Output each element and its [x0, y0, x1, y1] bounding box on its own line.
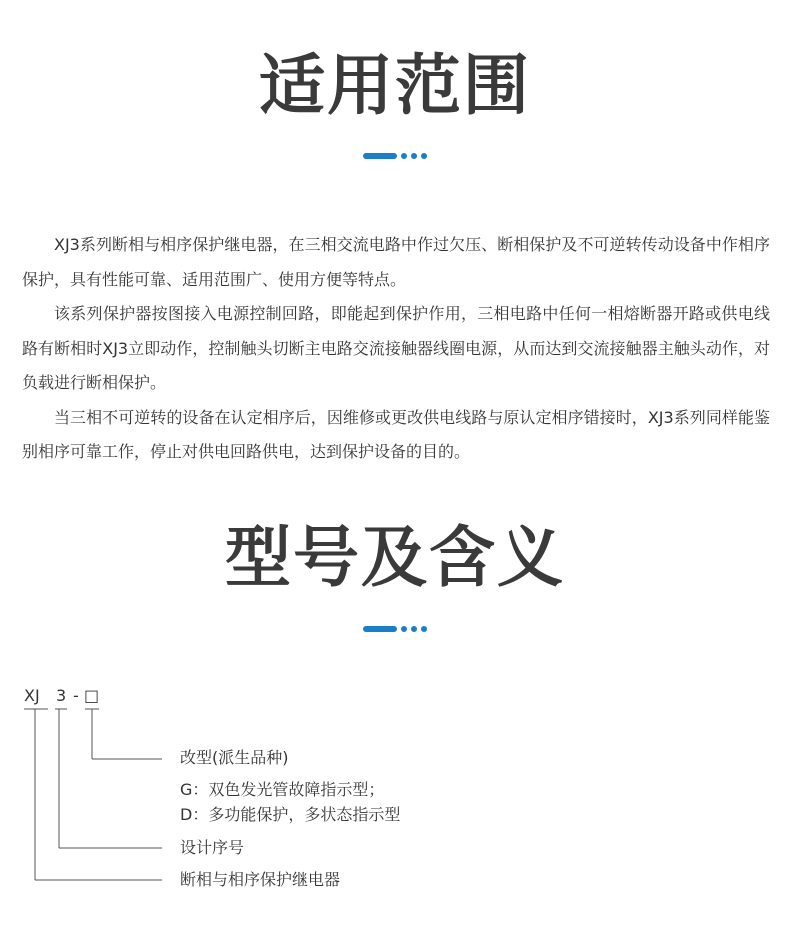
divider-dot [421, 153, 427, 159]
divider-bar [363, 153, 397, 159]
intro-paragraph: 当三相不可逆转的设备在认定相序后，因维修或更改供电线路与原认定相序错接时，XJ3系列同样能鉴别相序可靠工作，停止对供电回路供电，达到保护设备的目的。 [22, 407, 770, 461]
intro-paragraph: XJ3系列断相与相序保护继电器，在三相交流电路中作过欠压、断相保护及不可逆转传动设备中作相序保护，具有性能可靠、适用范围广、使用方便等特点。 [22, 235, 770, 289]
model-code-number: 3 [56, 686, 67, 705]
divider-dot [411, 153, 417, 159]
section-title-model: 型号及含义 [225, 519, 565, 596]
divider-dot [401, 153, 407, 159]
model-code-prefix: XJ [24, 686, 40, 705]
desc-option-g: G：双色发光管故障指示型； [180, 780, 385, 799]
model-code-box: □ [84, 686, 100, 705]
desc-product-name: 断相与相序保护继电器 [180, 870, 341, 889]
desc-design-number: 设计序号 [180, 838, 245, 857]
model-diagram [0, 680, 790, 910]
model-code-dash: - [73, 686, 79, 705]
intro-paragraph: 该系列保护器按图接入电源控制回路，即能起到保护作用，三相电路中任何一相熔断器开路或供电线路有断相时XJ3立即动作，控制触头切断主电路交流接触器线圈电源，从而达到交流接触器主触头动作，对负载进行断相保护。 [22, 304, 770, 392]
section-title-scope: 适用范围 [259, 47, 531, 124]
desc-option-d: D：多功能保护，多状态指示型 [180, 805, 401, 824]
divider-dot [411, 626, 417, 632]
title-divider [363, 625, 429, 633]
title-divider [363, 152, 429, 160]
divider-dot [421, 626, 427, 632]
model-bracket-lines [0, 680, 790, 910]
divider-bar [363, 626, 397, 632]
intro-text [22, 228, 770, 470]
desc-modification: 改型(派生品种) [180, 748, 289, 767]
divider-dot [401, 626, 407, 632]
